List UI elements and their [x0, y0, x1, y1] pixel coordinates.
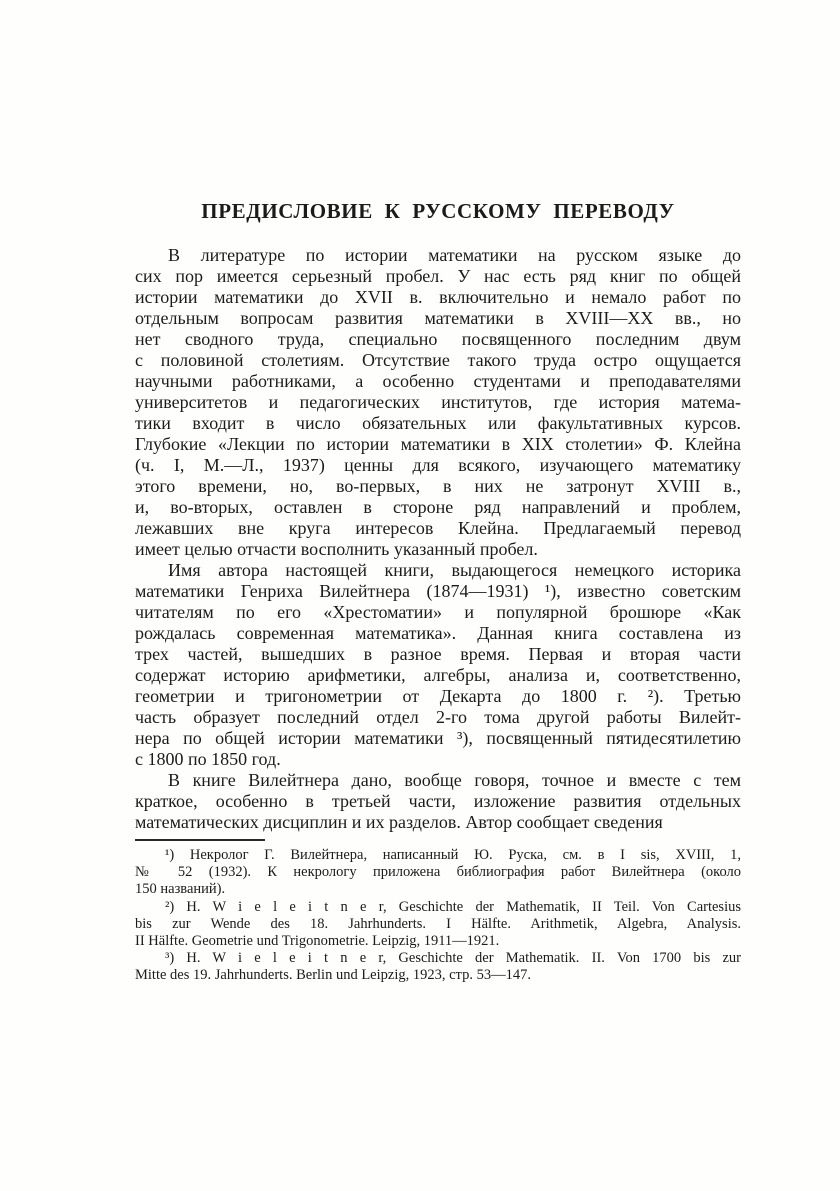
page-title: ПРЕДИСЛОВИЕ К РУССКОМУ ПЕРЕВОДУ [201, 199, 675, 223]
footnote-line: ²) H. W i e l e i t n e r, Geschichte der Mathematik, II Teil. Von Cartesius [165, 898, 741, 915]
text-line: нет сводного труда, специально посвященного последним двум [135, 329, 741, 349]
footnote-line: ³) H. W i e l e i t n e r, Geschichte der Mathematik. II. Von 1700 bis zur [165, 950, 741, 967]
body-text [135, 245, 741, 833]
text-line: В книге Вилейтнера дано, вообще говоря, точное и вместе с тем [168, 770, 741, 790]
footnote-line: № 52 (1932). К некрологу приложена библиография работ Вилейтнера (около [135, 864, 741, 881]
text-line: трех частей, вышедших в разное время. Первая и вторая части [135, 644, 741, 664]
text-line: отдельным вопросам развития математики в XVIII—XX вв., но [135, 308, 741, 328]
text-line: и, во-вторых, оставлен в стороне ряд направлений и проблем, [135, 497, 741, 517]
text-line: научными работниками, а особенно студентами и преподавателями [135, 371, 741, 391]
text-line: лежавших вне круга интересов Клейна. Предлагаемый перевод [135, 518, 741, 538]
text-line: Имя автора настоящей книги, выдающегося немецкого историка [168, 560, 741, 580]
text-line: В литературе по истории математики на русском языке до [168, 245, 741, 265]
text-line: сих пор имеется серьезный пробел. У нас есть ряд книг по общей [135, 266, 741, 286]
text-line: истории математики до XVII в. включительно и немало работ по [135, 287, 741, 307]
text-line: математики Генриха Вилейтнера (1874—1931) ¹), известно советским [135, 581, 741, 601]
text-line: с 1800 по 1850 год. [135, 749, 281, 769]
text-line: краткое, особенно в третьей части, изложение развития отдельных [135, 791, 741, 811]
footnote-line: ¹) Некролог Г. Вилейтнера, написанный Ю. Руска, см. в I sis, XVIII, 1, [165, 847, 741, 863]
text-line: с половиной столетиям. Отсутствие такого труда остро ощущается [135, 350, 741, 370]
text-line: Глубокие «Лекции по истории математики в XIX столетии» Ф. Клейна [135, 434, 741, 454]
footnote-line: Mitte des 19. Jahrhunderts. Berlin und Leipzig, 1923, стр. 53—147. [135, 967, 531, 984]
footnote-line: II Hälfte. Geometrie und Trigonometrie. Leipzig, 1911—1921. [135, 933, 500, 950]
page-content [135, 199, 741, 985]
text-line: математических дисциплин и их разделов. Автор сообщает сведения [135, 812, 663, 832]
text-line: нера по общей истории математики ³), посвященный пятидесятилетию [135, 728, 741, 748]
text-line: рождалась современная математика». Данная книга составлена из [135, 623, 741, 643]
text-line: этого времени, но, во-первых, в них не затронут XVIII в., [135, 476, 741, 496]
text-line: тики входит в число обязательных или факультативных курсов. [135, 413, 741, 433]
text-line: имеет целью отчасти восполнить указанный пробел. [135, 539, 538, 559]
text-line: часть образует последний отдел 2-го тома другой работы Вилейт- [135, 707, 741, 727]
text-line: университетов и педагогических институтов, где история матема- [135, 392, 741, 412]
footnote-line: bis zur Wende des 18. Jahrhunderts. I Hälfte. Arithmetik, Algebra, Analysis. [135, 915, 741, 932]
footnotes [135, 847, 741, 985]
text-line: читателям по его «Хрестоматии» и популярной брошюре «Как [135, 602, 741, 622]
text-line: геометрии и тригонометрии от Декарта до 1800 г. ²). Третью [135, 686, 741, 706]
text-line: (ч. I, М.—Л., 1937) ценны для всякого, изучающего математику [135, 455, 741, 475]
text-line: содержат историю арифметики, алгебры, анализа и, соответственно, [135, 665, 741, 685]
footnote-line: 150 названий). [135, 881, 226, 898]
footnote-separator [135, 839, 265, 841]
